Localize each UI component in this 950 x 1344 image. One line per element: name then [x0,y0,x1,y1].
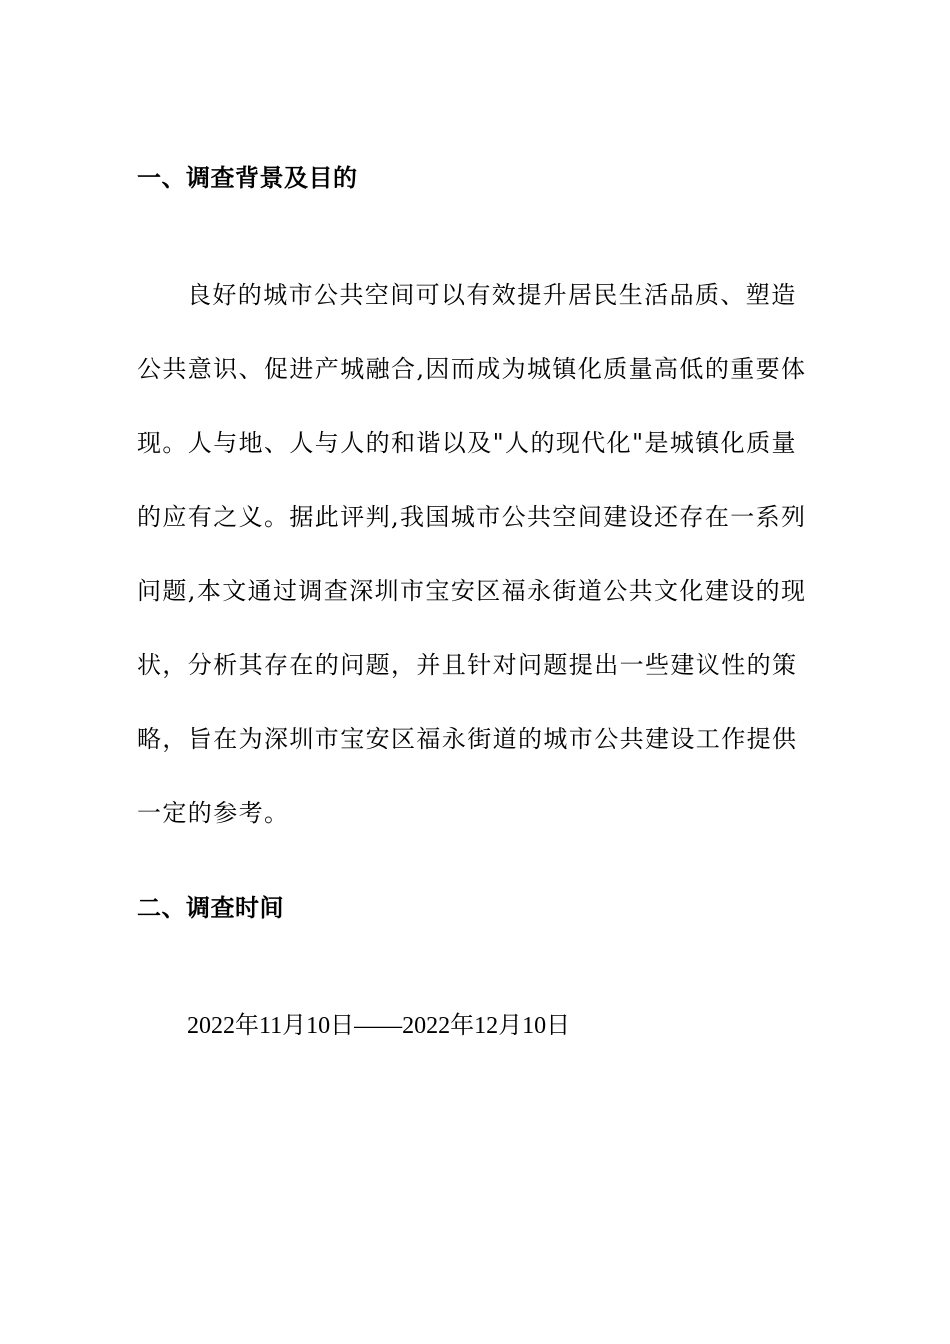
paragraph-line: 问题,本文通过调查深圳市宝安区福永街道公共文化建设的现 [137,577,807,605]
paragraph-line: 现。人与地、人与人的和谐以及"人的现代化"是城镇化质量 [137,429,797,457]
paragraph-line: 的应有之义。据此评判,我国城市公共空间建设还存在一系列 [137,503,807,531]
paragraph-line: 略，旨在为深圳市宝安区福永街道的城市公共建设工作提供 [137,725,798,753]
section-heading-background: 一、调查背景及目的 [137,164,358,192]
section-heading-time: 二、调查时间 [137,894,284,922]
paragraph-background [137,258,817,850]
survey-date-range: 2022年11月10日——2022年12月10日 [187,1013,571,1039]
paragraph-line: 公共意识、促进产城融合,因而成为城镇化质量高低的重要体 [137,355,807,383]
paragraph-line: 状，分析其存在的问题，并且针对问题提出一些建议性的策 [137,651,798,679]
paragraph-line: 一定的参考。 [137,799,290,827]
paragraph-line: 良好的城市公共空间可以有效提升居民生活品质、塑造 [187,281,797,309]
